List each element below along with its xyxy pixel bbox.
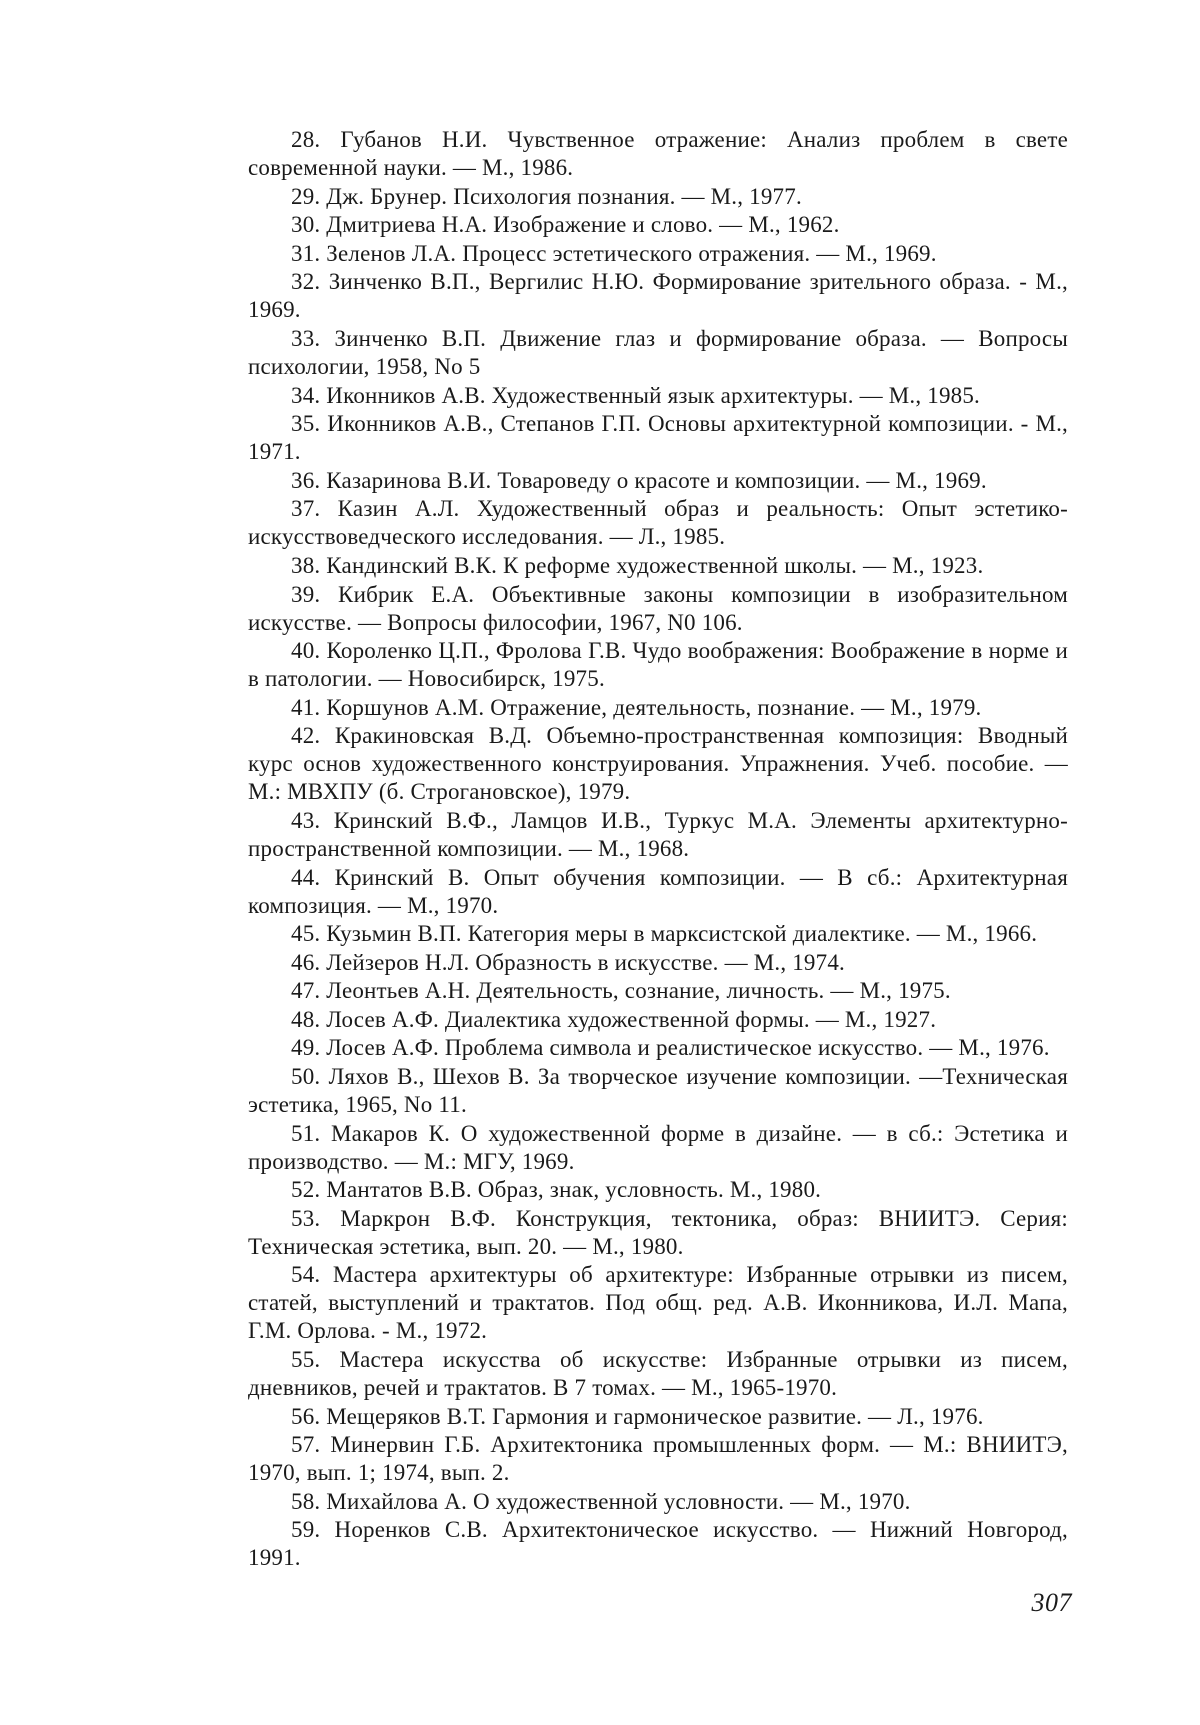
bibliography-entry: 31. Зеленов Л.А. Процесс эстетического отражения. — М., 1969.	[248, 240, 1068, 268]
bibliography-entry: 35. Иконников А.В., Степанов Г.П. Основы архитектурной композиции. - М., 1971.	[248, 410, 1068, 466]
bibliography-entry: 46. Лейзеров Н.Л. Образность в искусстве. — М., 1974.	[248, 949, 1068, 977]
book-page	[0, 0, 1200, 1725]
bibliography-entry: 34. Иконников А.В. Художественный язык архитектуры. — М., 1985.	[248, 382, 1068, 410]
bibliography-entry: 52. Мантатов В.В. Образ, знак, условность. М., 1980.	[248, 1176, 1068, 1204]
bibliography-entry: 50. Ляхов В., Шехов В. За творческое изучение композиции. —Техническая эстетика, 1965, No 11.	[248, 1063, 1068, 1119]
bibliography-entry: 28. Губанов Н.И. Чувственное отражение: Анализ проблем в свете современной науки. — М., 1986.	[248, 126, 1068, 182]
bibliography-entry: 37. Казин А.Л. Художественный образ и реальность: Опыт эстетико-искусствоведческого исследования. — Л., 1985.	[248, 495, 1068, 551]
bibliography-entry: 55. Мастера искусства об искусстве: Избранные отрывки из писем, дневников, речей и трактатов. В 7 томах. — М., 1965-1970.	[248, 1346, 1068, 1402]
bibliography-entry: 57. Минервин Г.Б. Архитектоника промышленных форм. — М.: ВНИИТЭ, 1970, вып. 1; 1974, вып. 2.	[248, 1431, 1068, 1487]
bibliography-list	[248, 126, 1068, 1573]
bibliography-entry: 38. Кандинский В.К. К реформе художественной школы. — М., 1923.	[248, 552, 1068, 580]
bibliography-entry: 48. Лосев А.Ф. Диалектика художественной формы. — М., 1927.	[248, 1006, 1068, 1034]
bibliography-entry: 47. Леонтьев А.Н. Деятельность, сознание, личность. — М., 1975.	[248, 977, 1068, 1005]
bibliography-entry: 33. Зинченко В.П. Движение глаз и формирование образа. — Вопросы психологии, 1958, No 5	[248, 325, 1068, 381]
bibliography-entry: 32. Зинченко В.П., Вергилис Н.Ю. Формирование зрительного образа. - М., 1969.	[248, 268, 1068, 324]
bibliography-entry: 43. Кринский В.Ф., Ламцов И.В., Туркус М.А. Элементы архитектурно-пространственной композиции. — М., 1968.	[248, 807, 1068, 863]
bibliography-entry: 30. Дмитриева Н.А. Изображение и слово. — М., 1962.	[248, 211, 1068, 239]
bibliography-entry: 42. Кракиновская В.Д. Объемно-пространственная композиция: Вводный курс основ художественного конструирования. Упражнения. Учеб. пособие. — М.: МВХПУ (б. Строгановское), 1979.	[248, 722, 1068, 806]
bibliography-entry: 44. Кринский В. Опыт обучения композиции. — В сб.: Архитектурная композиция. — М., 1970.	[248, 864, 1068, 920]
bibliography-entry: 58. Михайлова А. О художественной условности. — М., 1970.	[248, 1488, 1068, 1516]
bibliography-entry: 41. Коршунов А.М. Отражение, деятельность, познание. — М., 1979.	[248, 694, 1068, 722]
bibliography-entry: 29. Дж. Брунер. Психология познания. — М., 1977.	[248, 183, 1068, 211]
bibliography-entry: 51. Макаров К. О художественной форме в дизайне. — в сб.: Эстетика и производство. — М.: МГУ, 1969.	[248, 1120, 1068, 1176]
bibliography-entry: 49. Лосев А.Ф. Проблема символа и реалистическое искусство. — М., 1976.	[248, 1034, 1068, 1062]
bibliography-entry: 39. Кибрик Е.А. Объективные законы композиции в изобразительном искусстве. — Вопросы философии, 1967, N0 106.	[248, 581, 1068, 637]
bibliography-entry: 53. Маркрон В.Ф. Конструкция, тектоника, образ: ВНИИТЭ. Серия: Техническая эстетика, вып. 20. — М., 1980.	[248, 1205, 1068, 1261]
bibliography-entry: 36. Казаринова В.И. Товароведу о красоте и композиции. — М., 1969.	[248, 467, 1068, 495]
bibliography-entry: 40. Короленко Ц.П., Фролова Г.В. Чудо воображения: Воображение в норме и в патологии. — Новосибирск, 1975.	[248, 637, 1068, 693]
bibliography-entry: 54. Мастера архитектуры об архитектуре: Избранные отрывки из писем, статей, выступлений и трактатов. Под общ. ред. А.В. Иконникова, И.Л. Мапа, Г.М. Орлова. - М., 1972.	[248, 1261, 1068, 1345]
bibliography-entry: 45. Кузьмин В.П. Категория меры в марксистской диалектике. — М., 1966.	[248, 920, 1068, 948]
page-number: 307	[1032, 1588, 1073, 1618]
bibliography-entry: 56. Мещеряков В.Т. Гармония и гармоническое развитие. — Л., 1976.	[248, 1403, 1068, 1431]
bibliography-entry: 59. Норенков С.В. Архитектоническое искусство. — Нижний Новгород, 1991.	[248, 1516, 1068, 1572]
